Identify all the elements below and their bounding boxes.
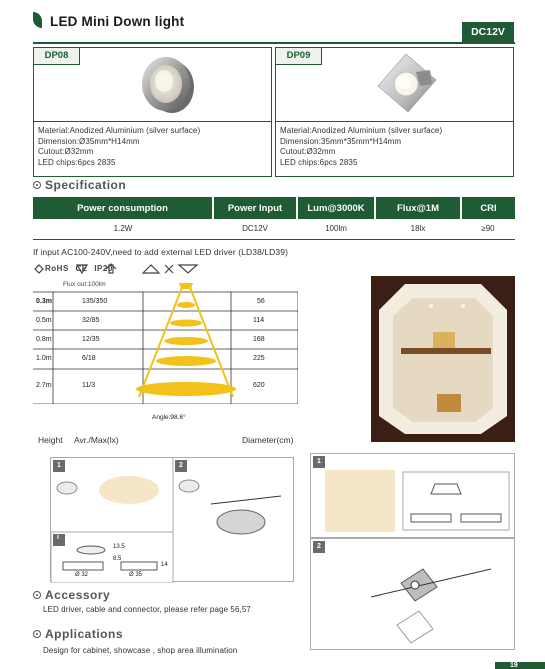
beam-angle: Angle:98.6° <box>152 414 186 421</box>
showcase-photo <box>371 276 515 442</box>
install-diagram-dp08 <box>50 457 294 582</box>
spec-cutout: Cutout:Ø32mm <box>38 147 94 156</box>
step-number: 2 <box>313 541 325 553</box>
dim-side: 14 <box>161 562 168 568</box>
height-0.8m: 0.8m <box>36 336 52 343</box>
col-flux: Flux@1M <box>375 197 461 219</box>
dp09-step1-illustration <box>311 454 516 539</box>
lux-1: 32/85 <box>82 317 100 324</box>
diameter-4: 620 <box>253 382 265 389</box>
lux-4: 11/3 <box>82 382 96 389</box>
product-panel-dp09 <box>275 47 514 177</box>
dim-cutout: Ø 32 <box>75 572 89 578</box>
applications-heading <box>33 627 123 641</box>
col-lumen: Lum@3000K <box>297 197 375 219</box>
specification-table <box>33 197 515 240</box>
driver-note: If input AC100-240V,need to add external LED driver (LD38/LD39) <box>33 247 289 257</box>
cell-power-input: DC12V <box>213 219 297 239</box>
dim-height: 13.5 <box>113 544 125 550</box>
table-row <box>33 219 515 239</box>
cell-lumen: 100lm <box>297 219 375 239</box>
dim-width: 8.5 <box>113 556 122 562</box>
diameter-3: 225 <box>253 355 265 362</box>
height-1.0m: 1.0m <box>36 355 52 362</box>
spec-dimension: Dimension:35mm*35mm*H14mm <box>280 136 402 146</box>
info-icon: i <box>57 534 59 541</box>
cell-flux: 18lx <box>375 219 461 239</box>
voltage-badge: DC12V <box>462 22 514 42</box>
dp09-step2-illustration <box>311 539 516 651</box>
dp09-product-image <box>372 50 440 118</box>
accessory-text: LED driver, cable and connector, please refer page 56,57 <box>43 605 251 614</box>
spec-led-chips: LED chips:6pcs 2835 <box>280 157 358 167</box>
height-2.7m: 2.7m <box>36 382 52 389</box>
model-tag: DP08 <box>34 48 80 65</box>
axis-label-lux: Avr./Max(lx) <box>74 435 119 445</box>
spec-material: Material:Anodized Aluminium (silver surface) <box>280 126 443 135</box>
step-number: 1 <box>53 460 65 472</box>
lux-3: 6/18 <box>82 355 96 362</box>
axis-label-height: Height <box>38 435 63 445</box>
col-power-consumption: Power consumption <box>33 197 213 219</box>
brand-leaf-icon <box>33 12 42 28</box>
cell-power-consumption: 1.2W <box>33 219 213 239</box>
col-power-input: Power Input <box>213 197 297 219</box>
specification-heading <box>33 178 126 192</box>
panel-divider <box>276 121 513 122</box>
spec-dimension: Dimension:Ø35mm*H14mm <box>38 136 140 146</box>
certification-text: RoHS CE IP20 <box>45 264 113 273</box>
applications-text: Design for cabinet, showcase , shop area illumination <box>43 646 238 655</box>
section-bullet-icon <box>33 591 41 599</box>
specification-heading-text: Specification <box>45 178 127 192</box>
flux-out-label: Flux out:100lm <box>63 281 106 288</box>
spec-led-chips: LED chips:6pcs 2835 <box>38 157 116 167</box>
spec-cutout: Cutout:Ø32mm <box>280 147 336 156</box>
accessory-heading <box>33 588 110 602</box>
page-title: LED Mini Down light <box>50 14 185 29</box>
dim-outer: Ø 35 <box>129 572 143 578</box>
axis-label-diameter: Diameter(cm) <box>242 435 294 445</box>
lux-0: 135/350 <box>82 298 108 305</box>
header-divider <box>33 42 515 44</box>
page-number-tab <box>495 662 545 669</box>
section-bullet-icon <box>33 630 41 638</box>
page-number: 19 <box>510 662 518 669</box>
spec-material: Material:Anodized Aluminium (silver surface) <box>38 126 201 135</box>
section-bullet-icon <box>33 181 41 189</box>
height-0.3m: 0.3m <box>36 298 52 305</box>
diameter-1: 114 <box>253 317 265 324</box>
diameter-2: 168 <box>253 336 265 343</box>
install-diagram-dp09-step2 <box>310 538 515 650</box>
lux-2: 12/35 <box>82 336 100 343</box>
cell-cri: ≥90 <box>461 219 515 239</box>
dp08-install-illustration <box>51 458 295 583</box>
install-diagram-dp09-step1 <box>310 453 515 538</box>
model-tag: DP09 <box>276 48 322 65</box>
applications-heading-text: Applications <box>45 627 124 641</box>
certification-row <box>33 263 223 275</box>
dp08-spec-list <box>38 126 200 168</box>
step-number: 1 <box>313 456 325 468</box>
accessory-heading-text: Accessory <box>45 588 111 602</box>
dp08-product-image <box>138 54 196 116</box>
panel-divider <box>34 121 271 122</box>
col-cri: CRI <box>461 197 515 219</box>
step-number: 2 <box>175 460 187 472</box>
dp09-spec-list <box>280 126 442 168</box>
diameter-0: 56 <box>257 298 265 305</box>
product-panel-dp08 <box>33 47 272 177</box>
height-0.5m: 0.5m <box>36 317 52 324</box>
